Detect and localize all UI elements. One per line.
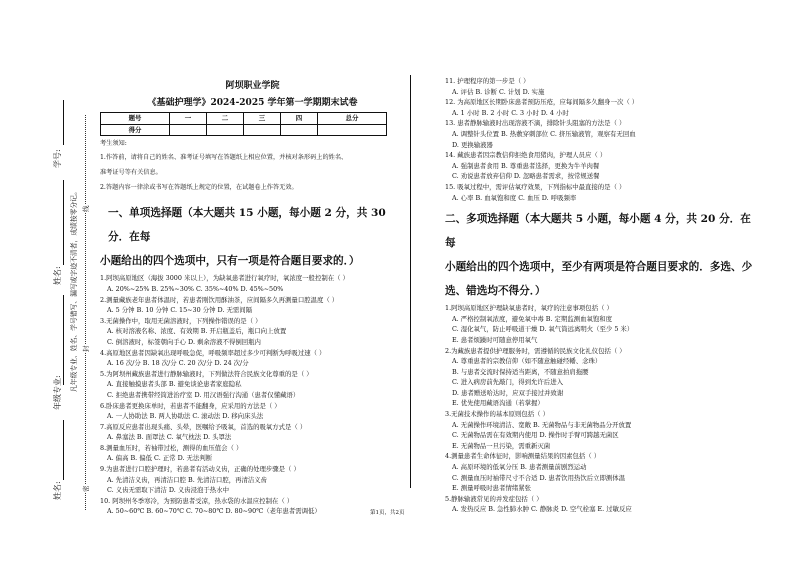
- score-cell: 三: [243, 113, 280, 125]
- question-options: E. 测量呼吸时患者情绪紧张: [452, 484, 532, 493]
- section2-questions: [445, 303, 755, 515]
- question-options: A. 核对溶液名称、浓度、有效期 B. 开启瓶盖后，瓶口向上放置: [107, 327, 287, 336]
- question-options: C. 义齿无需取下清洁 D. 义齿浸泡于热水中: [107, 486, 229, 495]
- question-options: A. 1 小时 B. 2 小时 C. 3 小时 D. 4 小时: [452, 108, 569, 117]
- question-options: A. 偏高 B. 偏低 C. 正常 D. 无法判断: [107, 454, 213, 463]
- score-table-score-row: [101, 124, 387, 136]
- student-id-underline: [63, 100, 64, 145]
- question-options: A. 无菌操作环境清洁、宽敞 B. 无菌物品与非无菌物品分开放置: [452, 420, 632, 429]
- question-options: A. 评估 B. 诊断 C. 计划 D. 实施: [452, 87, 545, 96]
- question-options: A. 16 次/分 B. 18 次/分 C. 20 次/分 D. 24 次/分: [107, 359, 249, 368]
- question-text: 4.高原地区患者因缺氧出现呼吸急促，呼吸频率超过多少可判断为呼吸过速（ ）: [100, 348, 326, 357]
- notes-title: 考生须知:: [100, 140, 127, 148]
- question-options: D. 患者赠送哈达时，应双手接过并致谢: [452, 388, 564, 397]
- question-text: 1.阿坝高原地区（海拔 3000 米以上），为缺氧患者进行氧疗时，氧浓度一般控制在（ ）: [100, 274, 349, 283]
- score-cell: 一: [169, 113, 206, 125]
- question-text: 13. 患者静脉输液时出现溶液不滴，排除针头阻塞的方法是（ ）: [445, 119, 626, 128]
- question-text: 1.阿坝高原地区护理缺氧患者时，氧疗的注意事项包括（ ）: [445, 304, 613, 313]
- score-table-header-row: [101, 113, 387, 125]
- score-cell: 题号: [101, 113, 170, 125]
- question-options: A. 鼻塞法 B. 面罩法 C. 氧气枕法 D. 头罩法: [107, 433, 232, 442]
- question-options: E. 患者烦躁时可随意停用氧气: [452, 335, 538, 344]
- question-options: C. 测量血压时袖带尺寸不合适 D. 患者饮用热饮后立即测体温: [452, 473, 626, 482]
- score-cell: [317, 124, 386, 136]
- seal-mark-xian: 线: [82, 205, 90, 212]
- seal-mark-mi: 密: [82, 485, 90, 492]
- question-text: 14. 藏族患者因宗教信仰拒绝食用猪肉，护理人员应（ ）: [445, 151, 607, 160]
- question-options: E. 无菌物品一旦污染，需重新灭菌: [452, 441, 551, 450]
- question-text: 3.无菌技术操作的基本原则包括（ ）: [445, 410, 549, 419]
- grade-major-underline: [63, 295, 64, 385]
- score-cell: [169, 124, 206, 136]
- question-text: 2.为藏族患者提供护理服务时，需遵循的民族文化礼仪包括（ ）: [445, 346, 626, 355]
- question-options: A. 心率 B. 血氧饱和度 C. 血压 D. 呼吸频率: [452, 193, 577, 202]
- score-cell: 四: [280, 113, 317, 125]
- question-text: 8.测量血压时，若袖带过松，测得的血压值会（ ）: [100, 443, 243, 452]
- section2-heading: 二、多项选择题（本大题共 5 小题，每小题 4 分，共 20 分．在每: [445, 213, 751, 250]
- question-options: A. 严格控制氧浓度，避免氧中毒 B. 定期监测血氧饱和度: [452, 314, 613, 323]
- question-options: B. 与患者交流时保持适当距离，不随意拍肩拖腰: [452, 367, 589, 376]
- grade-major-label: 年级专业:: [53, 375, 62, 410]
- question-options: C. 湿化氧气，防止呼吸道干燥 D. 氧气筒远离明火（至少 5 米）: [452, 325, 634, 334]
- question-options: A. 高原环境的低氧分压 B. 患者测量前剧烈运动: [452, 463, 587, 472]
- question-options: A. 尊重患者的宗教信仰（如不随意触碰经幡、念珠）: [452, 357, 602, 366]
- seal-dotted-line: [85, 115, 86, 510]
- question-text: 9.为患者进行口腔护理时，若患者有活动义齿，正确的处理步骤是（ ）: [100, 465, 300, 474]
- binding-warning: 凡年级专业、姓名、学号错写、漏写或字迹不清者，成绩按零分记。: [70, 188, 78, 392]
- question-text: 3.无菌操作中，取用无菌溶液时，下列操作错误的是（ ）: [100, 316, 262, 325]
- question-options: C. 拒绝患者携带经筒进治疗室 D. 用汉语强行沟通（患者仅懂藏语）: [107, 390, 300, 399]
- right-column: [445, 76, 755, 515]
- question-options: A. 先清洁义齿，再清洁口腔 B. 先清洁口腔，再清洁义齿: [107, 475, 268, 484]
- question-text: 4.测量患者生命体征时，影响测量结果的因素包括（ ）: [445, 452, 601, 461]
- score-cell: 总分: [317, 113, 386, 125]
- question-options: A. 调整针头位置 B. 热敷穿刺部位 C. 挤压输液管，观察有无回血: [452, 129, 636, 138]
- score-table: [100, 112, 387, 136]
- section1-heading-cont: 小题给出的四个选项中，只有一项是符合题目要求的．）: [100, 255, 360, 268]
- section2-heading-cont2: 选、错选均不得分．）: [445, 285, 546, 298]
- section1-questions-cont: [445, 76, 755, 203]
- student-id-label: 学号:: [53, 149, 62, 168]
- note-line: 准考证号等有关信息。: [100, 169, 162, 177]
- question-text: 5.静脉输液常见的并发症包括（ ）: [445, 494, 543, 503]
- score-cell: 得分: [101, 124, 170, 136]
- question-options: A. 发热反应 B. 急性肺水肿 C. 静脉炎 D. 空气栓塞 E. 过敏反应: [452, 505, 632, 514]
- question-text: 11. 护理程序的第一步是（ ）: [445, 77, 530, 85]
- score-cell: 二: [206, 113, 243, 125]
- column-divider: [410, 75, 411, 488]
- note-line: 2.答题内容一律涂或书写在答题纸上规定的位置，在试题卷上作答无效。: [100, 184, 298, 192]
- question-options: C. 倒溶液时，标签朝向手心 D. 剩余溶液不得倒回瓶内: [107, 337, 261, 346]
- question-text: 10. 阿坝州冬季寒冷，为预防患者受凉，热水袋的水温应控制在（ ）: [100, 496, 294, 505]
- question-options: A. 5 分钟 B. 10 分钟 C. 15~30 分钟 D. 无需间隔: [107, 306, 253, 315]
- question-text: 6.卧床患者更换床单时，若患者不能翻身，应采用的方法是（ ）: [100, 401, 281, 410]
- site-name-label: 姓名:: [53, 481, 62, 500]
- section1-questions: [100, 273, 405, 517]
- score-cell: [243, 124, 280, 136]
- section2-heading-cont: 小题给出的四个选项中，至少有两项是符合题目要求的．多选、少: [445, 261, 753, 274]
- left-column: [100, 81, 405, 517]
- question-options: A. 强制患者食用 B. 尊重患者选择，更换为牛羊肉餐: [452, 161, 600, 170]
- name-underline: [63, 180, 64, 265]
- score-cell: [280, 124, 317, 136]
- question-options: E. 优先使用藏语沟通（若掌握）: [452, 399, 544, 408]
- question-text: 12. 为高原地区长期卧床患者预防压疮，应每间隔多久翻身一次（ ）: [445, 98, 639, 107]
- question-options: C. 进入病房前先敲门，得到允许后进入: [452, 378, 563, 387]
- school-name: 阿坝职业学院: [225, 81, 280, 91]
- note-line: 1.作答前，请将自己的姓名、准考证号填写在答题纸上相应位置，并核对条形码上的姓名、: [100, 154, 348, 162]
- question-options: A. 20%~25% B. 25%~30% C. 35%~40% D. 45%~50%: [107, 284, 284, 293]
- question-options: A. 50~60℃ B. 60~70℃ C. 70~80℃ D. 80~90℃（老年患者需调低）: [107, 507, 321, 516]
- section1-heading: 一、单项选择题（本大题共 15 小题，每小题 2 分，共 30 分．在每: [108, 207, 386, 244]
- name-label: 姓名:: [53, 266, 62, 285]
- question-text: 15. 吸氧过程中，需评估氧疗效果，下列指标中最直接的是（ ）: [445, 182, 626, 191]
- question-options: C. 无菌物品需在有效期内使用 D. 操作时手臂可跨越无菌区: [452, 431, 619, 440]
- question-options: C. 劝说患者放弃信仰 D. 忽略患者需求，按常规送餐: [452, 172, 600, 181]
- exam-title: 《基础护理学》2024-2025 学年第一学期期末试卷: [147, 97, 358, 108]
- question-text: 2.测量藏族老年患者体温时，若患者刚饮用酥油茶，应间隔多久再测量口腔温度（ ）: [100, 295, 339, 304]
- question-text: 7.高原反应患者出现头痛、头晕，医嘱给予吸氧，首选的吸氧方式是（ ）: [100, 422, 307, 431]
- seal-mark-feng: 封: [82, 345, 90, 352]
- score-cell: [206, 124, 243, 136]
- question-text: 5.为阿坝州藏族患者进行静脉输液时，下列做法符合民族文化尊重的是（ ）: [100, 369, 313, 378]
- question-options: A. 直接触摸患者头部 B. 避免谈论患者家庭隐私: [107, 380, 242, 389]
- site-underline: [63, 420, 64, 480]
- question-options: A. 一人协助法 B. 两人协助法 C. 滚动法 D. 移向床头法: [107, 412, 264, 421]
- page-number: 第1页，共2页: [370, 510, 405, 516]
- question-options: D. 更换输液器: [452, 140, 493, 149]
